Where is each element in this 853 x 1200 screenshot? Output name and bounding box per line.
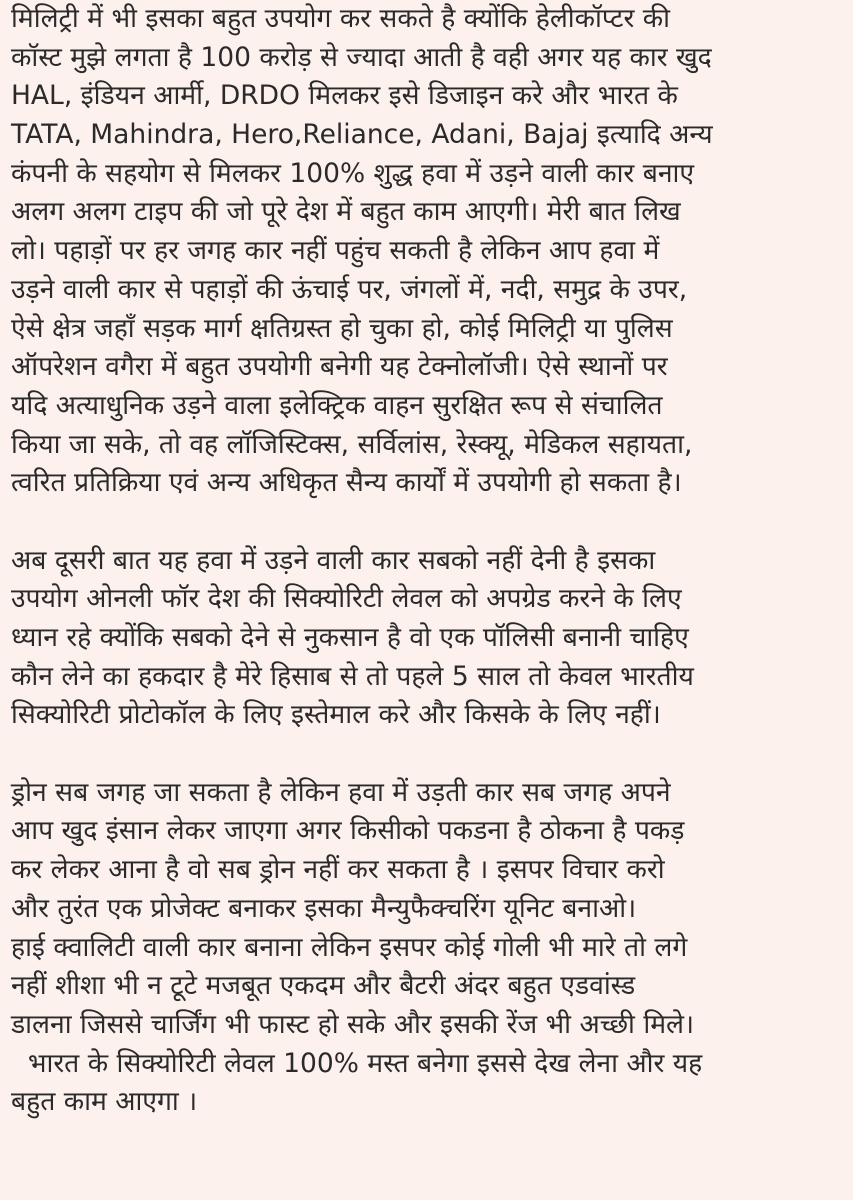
text-line: आप खुद इंसान लेकर जाएगा अगर किसीको पकडना है ठोकना है पकड़ <box>11 815 685 847</box>
document-body <box>11 0 849 1122</box>
text-line: ध्यान रहे क्योंकि सबको देने से नुकसान है वो एक पॉलिसी बनानी चाहिए <box>11 622 689 653</box>
text-line: कर लेकर आना है वो सब ड्रोन नहीं कर सकता है । इसपर विचार करो <box>11 854 665 886</box>
text-line: ऐसे क्षेत्र जहाँ सड़क मार्ग क्षतिग्रस्त हो चुका हो, कोई मिलिट्री या पुलिस <box>11 312 673 344</box>
text-line: भारत के सिक्योरिटी लेवल 100% मस्त बनेगा इससे देख लेना और यह <box>11 1047 703 1079</box>
text-line: किया जा सके, तो वह लॉजिस्टिक्स, सर्विलांस, रेस्क्यू, मेडिकल सहायता, <box>11 428 693 460</box>
text-line: कौन लेने का हकदार है मेरे हिसाब से तो पहले 5 साल तो केवल भारतीय <box>11 660 694 692</box>
text-line: उड़ने वाली कार से पहाड़ों की ऊंचाई पर, जंगलों में, नदी, समुद्र के उपर, <box>11 273 688 305</box>
text-line: ऑपरेशन वगैरा में बहुत उपयोगी बनेगी यह टेक्नोलॉजी। ऐसे स्थानों पर <box>11 351 668 383</box>
paragraph-gap <box>11 503 849 542</box>
text-line: सिक्योरिटी प्रोटोकॉल के लिए इस्तेमाल करे और किसके के लिए नहीं। <box>11 699 661 731</box>
text-line: नहीं शीशा भी न टूटे मजबूत एकदम और बैटरी अंदर बहुत एडवांस्ड <box>11 970 636 1002</box>
text-line: अब दूसरी बात यह हवा में उड़ने वाली कार सबको नहीं देनी है इसका <box>11 544 656 576</box>
paragraph-3 <box>11 774 849 1122</box>
text-line: अलग अलग टाइप की जो पूरे देश में बहुत काम आएगी। मेरी बात लिख <box>11 196 681 228</box>
text-line: मिलिट्री में भी इसका बहुत उपयोग कर सकते है क्योंकि हेलीकॉप्टर की <box>11 3 671 34</box>
text-line: और तुरंत एक प्रोजेक्ट बनाकर इसका मैन्युफैक्चरिंग यूनिट बनाओ। <box>11 892 637 924</box>
text-line: उपयोग ओनली फॉर देश की सिक्योरिटी लेवल को अपग्रेड करने के लिए <box>11 583 682 615</box>
paragraph-gap <box>11 735 849 774</box>
text-line: कंपनी के सहयोग से मिलकर 100% शुद्ध हवा में उड़ने वाली कार बनाए <box>11 157 695 189</box>
text-line: कॉस्ट मुझे लगता है 100 करोड़ से ज्यादा आती है वही अगर यह कार खुद <box>11 41 712 73</box>
paragraph-2 <box>11 542 849 735</box>
text-line: यदि अत्याधुनिक उड़ने वाला इलेक्ट्रिक वाहन सुरक्षित रूप से संचालित <box>11 389 663 421</box>
paragraph-1 <box>11 0 849 503</box>
text-line: लो। पहाड़ों पर हर जगह कार नहीं पहुंच सकती है लेकिन आप हवा में <box>11 235 660 267</box>
text-line: ड्रोन सब जगह जा सकता है लेकिन हवा में उड़ती कार सब जगह अपने <box>11 776 671 808</box>
text-line: हाई क्वालिटी वाली कार बनाना लेकिन इसपर कोई गोली भी मारे तो लगे <box>11 931 688 963</box>
text-line: TATA, Mahindra, Hero,Reliance, Adani, Bajaj इत्यादि अन्य <box>11 119 713 151</box>
text-line: HAL, इंडियन आर्मी, DRDO मिलकर इसे डिजाइन करे और भारत के <box>11 80 678 112</box>
text-line: त्वरित प्रतिक्रिया एवं अन्य अधिकृत सैन्य कार्यों में उपयोगी हो सकता है। <box>11 467 682 499</box>
text-line: डालना जिससे चार्जिंग भी फास्ट हो सके और इसकी रेंज भी अच्छी मिले। <box>11 1008 695 1040</box>
text-line: बहुत काम आएगा । <box>11 1086 198 1118</box>
